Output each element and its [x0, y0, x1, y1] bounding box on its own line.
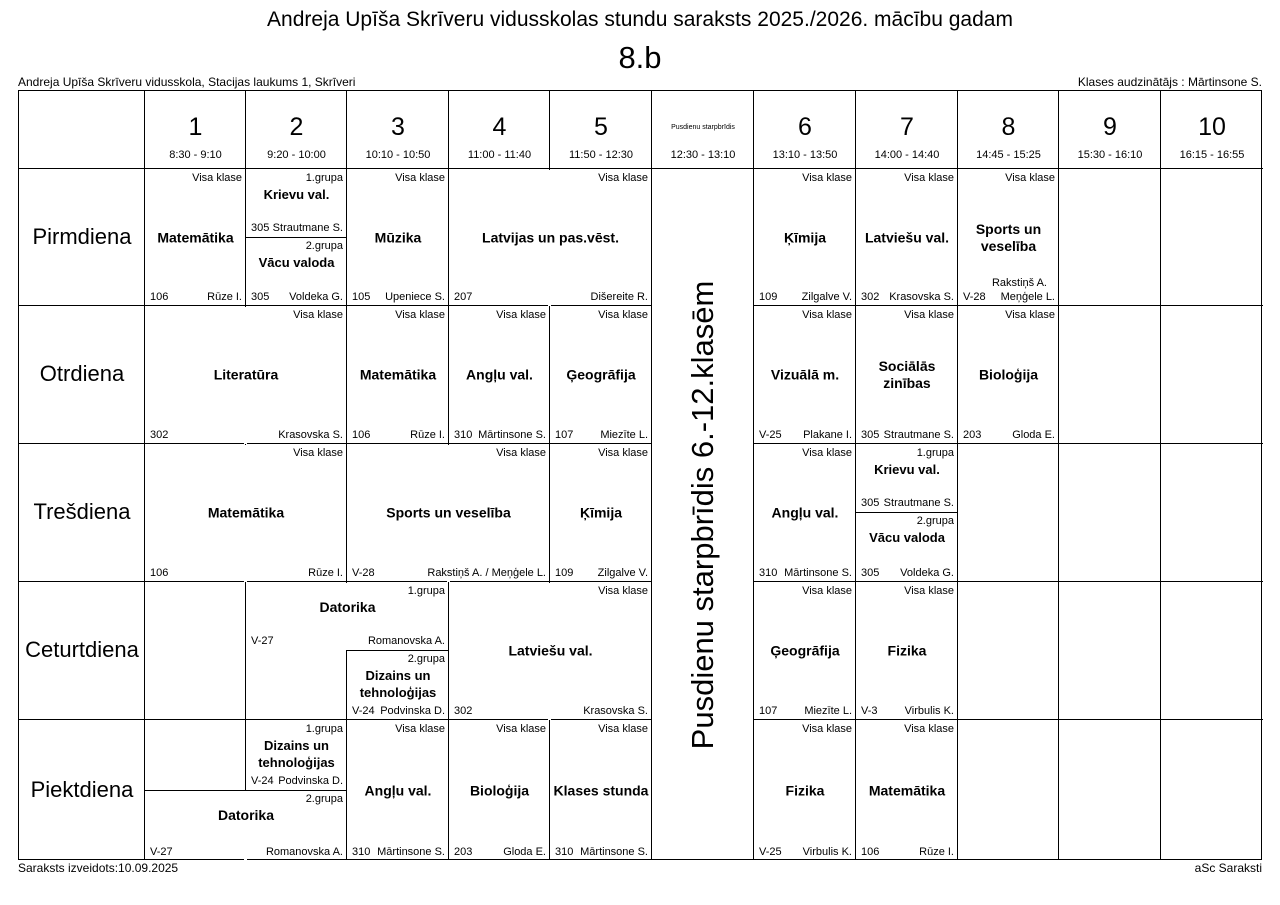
lesson-room: 305 [251, 222, 270, 234]
lesson-group: Visa klase [192, 172, 242, 184]
lesson-group: 1.grupa [305, 723, 343, 735]
lesson-teacher: Virbulis K. [802, 846, 852, 858]
period-time: 11:00 - 11:40 [467, 149, 532, 161]
lesson-room: 302 [454, 705, 473, 717]
lesson-cell[interactable] [958, 169, 1059, 306]
lesson-cell[interactable] [754, 306, 856, 444]
lesson-teacher: Mārtinsone S. [377, 846, 445, 858]
lesson-group: Visa klase [395, 723, 445, 735]
period-lunch-label: Pusdienu starpbrīdis [671, 124, 735, 131]
lesson-group: Visa klase [496, 723, 546, 735]
lesson-subject: Krievu val. [263, 187, 330, 202]
lesson-room: 310 [454, 429, 473, 441]
lesson-teacher: Voldeka G. [900, 567, 954, 579]
lesson-cell[interactable] [347, 306, 449, 444]
lesson-group: Visa klase [293, 447, 343, 459]
lesson-group: Visa klase [598, 309, 648, 321]
lesson-teacher: Gloda E. [1012, 429, 1055, 441]
lesson-teacher: Virbulis K. [904, 705, 954, 717]
lesson-teacher: Krasovska S. [583, 705, 648, 717]
day-name: Trešdiena [33, 499, 131, 524]
class-teacher: Klases audzinātājs : Mārtinsone S. [1077, 75, 1262, 89]
lesson-group: Visa klase [598, 585, 648, 597]
lesson-teacher: Plakane I. [803, 429, 852, 441]
lesson-subject: Ģeogrāfija [770, 642, 840, 659]
day-name: Piektdiena [30, 776, 134, 802]
lesson-room: 305 [861, 497, 880, 509]
lesson-group: Visa klase [395, 309, 445, 321]
lesson-room: 106 [352, 429, 371, 441]
lesson-subject: Matemātika [207, 504, 285, 521]
lesson-group: 2.grupa [305, 240, 343, 252]
lesson-group: 2.grupa [407, 653, 445, 665]
lesson-cell[interactable] [449, 720, 550, 861]
lesson-cell[interactable] [449, 306, 550, 444]
brand-label: aSc Saraksti [1194, 861, 1262, 875]
day-name: Otrdiena [39, 361, 125, 386]
lesson-subject: Vācu valoda [869, 530, 945, 545]
lesson-teacher: Dišereite R. [590, 291, 648, 303]
lesson-room: 203 [454, 846, 473, 858]
lesson-room: V-24 [251, 775, 274, 787]
lesson-teacher: Rūze I. [410, 429, 445, 441]
lesson-group: Visa klase [598, 172, 648, 184]
period-time: 16:15 - 16:55 [1179, 149, 1245, 161]
lesson-room: 106 [861, 846, 880, 858]
period-number: 10 [1198, 113, 1226, 141]
lesson-subject: Fizika [887, 642, 927, 659]
lesson-subject: Sports un veselība [386, 504, 511, 521]
lesson-teacher: Strautmane S. [883, 497, 954, 509]
lesson-teacher: Podvinska D. [278, 775, 343, 787]
timetable-grid [18, 90, 1262, 860]
lesson-cell[interactable] [856, 720, 958, 861]
lesson-subject: Matemātika [868, 782, 946, 798]
lesson-teacher: Rūze I. [207, 291, 242, 303]
lesson-room: 109 [759, 291, 778, 303]
lesson-room: V-27 [251, 635, 274, 647]
lesson-group: 2.grupa [305, 793, 343, 805]
lesson-group: Visa klase [598, 723, 648, 735]
period-number: 9 [1103, 113, 1117, 141]
lesson-subject: Sociālās zinības [878, 358, 936, 391]
lesson-teacher: Voldeka G. [289, 291, 343, 303]
lesson-cell[interactable] [145, 444, 347, 582]
lesson-teacher-2: Meņģele L. [1000, 291, 1055, 303]
lesson-teacher: Mārtinsone S. [478, 429, 546, 441]
lesson-room: V-24 [352, 705, 375, 717]
lesson-room: V-25 [759, 429, 782, 441]
lesson-cell[interactable] [754, 444, 856, 582]
lesson-subject: Dizains un tehnoloģijas [359, 668, 437, 700]
lesson-subject: Angļu val. [364, 782, 432, 798]
lesson-room: 107 [759, 705, 778, 717]
lesson-cell[interactable] [856, 582, 958, 720]
lesson-room: 207 [454, 291, 473, 303]
lesson-group: Visa klase [496, 447, 546, 459]
lesson-subject: Datorika [319, 599, 376, 615]
page-title: Andreja Upīša Skrīveru vidusskolas stundu saraksts 2025./2026. mācību gadam [267, 8, 1013, 31]
lesson-group: 1.grupa [916, 447, 954, 459]
lesson-cell[interactable] [754, 169, 856, 306]
lesson-group: 1.grupa [407, 585, 445, 597]
lesson-room: 305 [251, 291, 270, 303]
lesson-group: Visa klase [904, 309, 954, 321]
lesson-room: V-27 [150, 846, 173, 858]
lesson-room: 107 [555, 429, 574, 441]
lesson-teacher: Miezīte L. [600, 429, 648, 441]
lesson-subject: Krievu val. [874, 462, 940, 477]
lesson-subject: Vizuālā m. [770, 366, 840, 383]
lesson-subject: Matemātika [157, 229, 234, 245]
lesson-subject: Ģeogrāfija [566, 366, 636, 383]
lesson-room: V-3 [861, 705, 878, 717]
lesson-room: 310 [352, 846, 371, 858]
class-name: 8.b [618, 40, 662, 75]
lesson-group: Visa klase [904, 723, 954, 735]
lesson-group: Visa klase [904, 585, 954, 597]
lesson-room: V-25 [759, 846, 782, 858]
lesson-group: Visa klase [802, 447, 852, 459]
lesson-cell[interactable] [449, 169, 652, 306]
lesson-cell[interactable] [958, 306, 1059, 444]
lesson-subject: Angļu val. [466, 366, 533, 383]
lunch-break-label: Pusdienu starpbrīdis 6.-12.klasēm [685, 280, 720, 750]
lesson-cell[interactable] [246, 582, 449, 650]
column-divider [1160, 91, 1161, 859]
lesson-subject: Latviešu val. [508, 642, 593, 659]
period-number: 5 [594, 113, 608, 141]
lesson-room: V-28 [352, 567, 375, 579]
lesson-cell[interactable] [145, 790, 347, 861]
lesson-room: 310 [759, 567, 778, 579]
lesson-subject: Bioloģija [469, 782, 530, 798]
lesson-teacher: Romanovska A. [265, 846, 343, 858]
lesson-subject: Angļu val. [771, 504, 839, 521]
lesson-group: Visa klase [802, 172, 852, 184]
lesson-room: 305 [861, 567, 880, 579]
period-number: 7 [900, 113, 914, 141]
lesson-cell[interactable] [754, 720, 856, 861]
lesson-subject: Matemātika [359, 366, 437, 383]
lesson-teacher: Zilgalve V. [801, 291, 852, 303]
lesson-subject: Bioloģija [978, 366, 1039, 383]
lesson-room: 203 [963, 429, 982, 441]
period-time: 12:30 - 13:10 [670, 149, 736, 161]
lesson-subject: Mūzika [374, 229, 422, 245]
lesson-cell[interactable] [347, 444, 550, 582]
lesson-group: Visa klase [802, 585, 852, 597]
period-number: 6 [798, 113, 812, 141]
lesson-subject: Vācu valoda [258, 255, 335, 270]
lesson-cell[interactable] [246, 237, 347, 306]
lesson-room: 302 [150, 429, 169, 441]
lesson-subject: Sports un veselība [975, 220, 1042, 254]
lesson-teacher: Zilgalve V. [597, 567, 648, 579]
lesson-cell[interactable] [856, 512, 958, 582]
lesson-teacher: Miezīte L. [804, 705, 852, 717]
lesson-cell[interactable] [449, 582, 652, 720]
lesson-cell[interactable] [550, 306, 652, 444]
lesson-group: 2.grupa [916, 515, 954, 527]
period-number: 4 [492, 113, 507, 141]
lesson-cell[interactable] [856, 169, 958, 306]
lesson-room: 310 [555, 846, 574, 858]
period-time: 8:30 - 9:10 [169, 149, 222, 161]
lesson-teacher: Mārtinsone S. [784, 567, 852, 579]
lesson-cell[interactable] [856, 306, 958, 444]
lesson-teacher: Rūze I. [308, 567, 343, 579]
lesson-teacher: Mārtinsone S. [580, 846, 648, 858]
lesson-room: 106 [150, 291, 169, 303]
lesson-group: Visa klase [395, 172, 445, 184]
lesson-subject: Ķīmija [783, 229, 826, 245]
period-time: 13:10 - 13:50 [772, 149, 838, 161]
created-date: Saraksts izveidots:10.09.2025 [18, 861, 179, 875]
lesson-room: 305 [861, 429, 880, 441]
lesson-room: 105 [352, 291, 371, 303]
lesson-teacher: Upeniece S. [385, 291, 445, 303]
period-time: 11:50 - 12:30 [568, 149, 633, 161]
lesson-group: Visa klase [293, 309, 343, 321]
lesson-cell[interactable] [145, 306, 347, 444]
lesson-room: 109 [555, 567, 574, 579]
period-number: 2 [289, 113, 304, 141]
lesson-room: V-28 [963, 291, 986, 303]
lesson-group: Visa klase [1005, 172, 1055, 184]
lesson-subject: Datorika [217, 807, 275, 823]
lesson-teacher: Strautmane S. [883, 429, 954, 441]
lesson-teacher: Rūze I. [919, 846, 954, 858]
period-time: 14:00 - 14:40 [874, 149, 940, 161]
lesson-cell[interactable] [347, 169, 449, 306]
lesson-cell[interactable] [754, 582, 856, 720]
lesson-cell[interactable] [347, 720, 449, 861]
period-number: 8 [1001, 113, 1016, 141]
day-name: Pirmdiena [32, 223, 132, 249]
lesson-subject: Fizika [785, 782, 825, 798]
lesson-teacher: Podvinska D. [380, 705, 445, 717]
period-time: 10:10 - 10:50 [365, 149, 431, 161]
lesson-subject: Dizains un tehnoloģijas [258, 738, 335, 770]
lesson-subject: Literatūra [213, 366, 279, 383]
lesson-teacher: Romanovska A. [367, 635, 445, 647]
day-name: Ceturtdiena [25, 637, 139, 662]
period-time: 14:45 - 15:25 [976, 149, 1041, 161]
lesson-cell[interactable] [347, 650, 449, 720]
lesson-subject: Latvijas un pas.vēst. [482, 229, 619, 245]
period-time: 15:30 - 16:10 [1077, 149, 1143, 161]
lesson-teacher: Krasovska S. [889, 291, 954, 303]
lesson-teacher: Strautmane S. [272, 222, 343, 234]
lesson-cell[interactable] [145, 169, 246, 306]
lesson-cell[interactable] [246, 720, 347, 790]
lesson-group: Visa klase [802, 723, 852, 735]
lesson-room: 302 [861, 291, 880, 303]
lesson-group: Visa klase [598, 447, 648, 459]
school-address: Andreja Upīša Skrīveru vidusskola, Stacijas laukums 1, Skrīveri [18, 75, 356, 89]
lesson-cell[interactable] [550, 720, 652, 861]
lesson-teacher: Rakstiņš A. / Meņģele L. [427, 567, 546, 579]
period-number: 3 [391, 113, 405, 141]
lesson-cell[interactable] [856, 444, 958, 512]
lesson-teacher: Rakstiņš A. [991, 277, 1047, 289]
lesson-group: Visa klase [1005, 309, 1055, 321]
lesson-group: 1.grupa [305, 172, 343, 184]
lesson-cell[interactable] [246, 169, 347, 237]
lesson-group: Visa klase [904, 172, 954, 184]
lesson-cell[interactable] [550, 444, 652, 582]
lesson-group: Visa klase [496, 309, 546, 321]
lesson-subject: Ķīmija [579, 504, 622, 521]
lesson-teacher: Gloda E. [503, 846, 546, 858]
lesson-group: Visa klase [802, 309, 852, 321]
lesson-subject: Latviešu val. [864, 229, 950, 245]
lesson-teacher: Krasovska S. [278, 429, 343, 441]
period-time: 9:20 - 10:00 [267, 149, 326, 161]
period-number: 1 [188, 113, 203, 141]
lesson-room: 106 [150, 567, 169, 579]
lesson-subject: Klases stunda [553, 782, 649, 798]
